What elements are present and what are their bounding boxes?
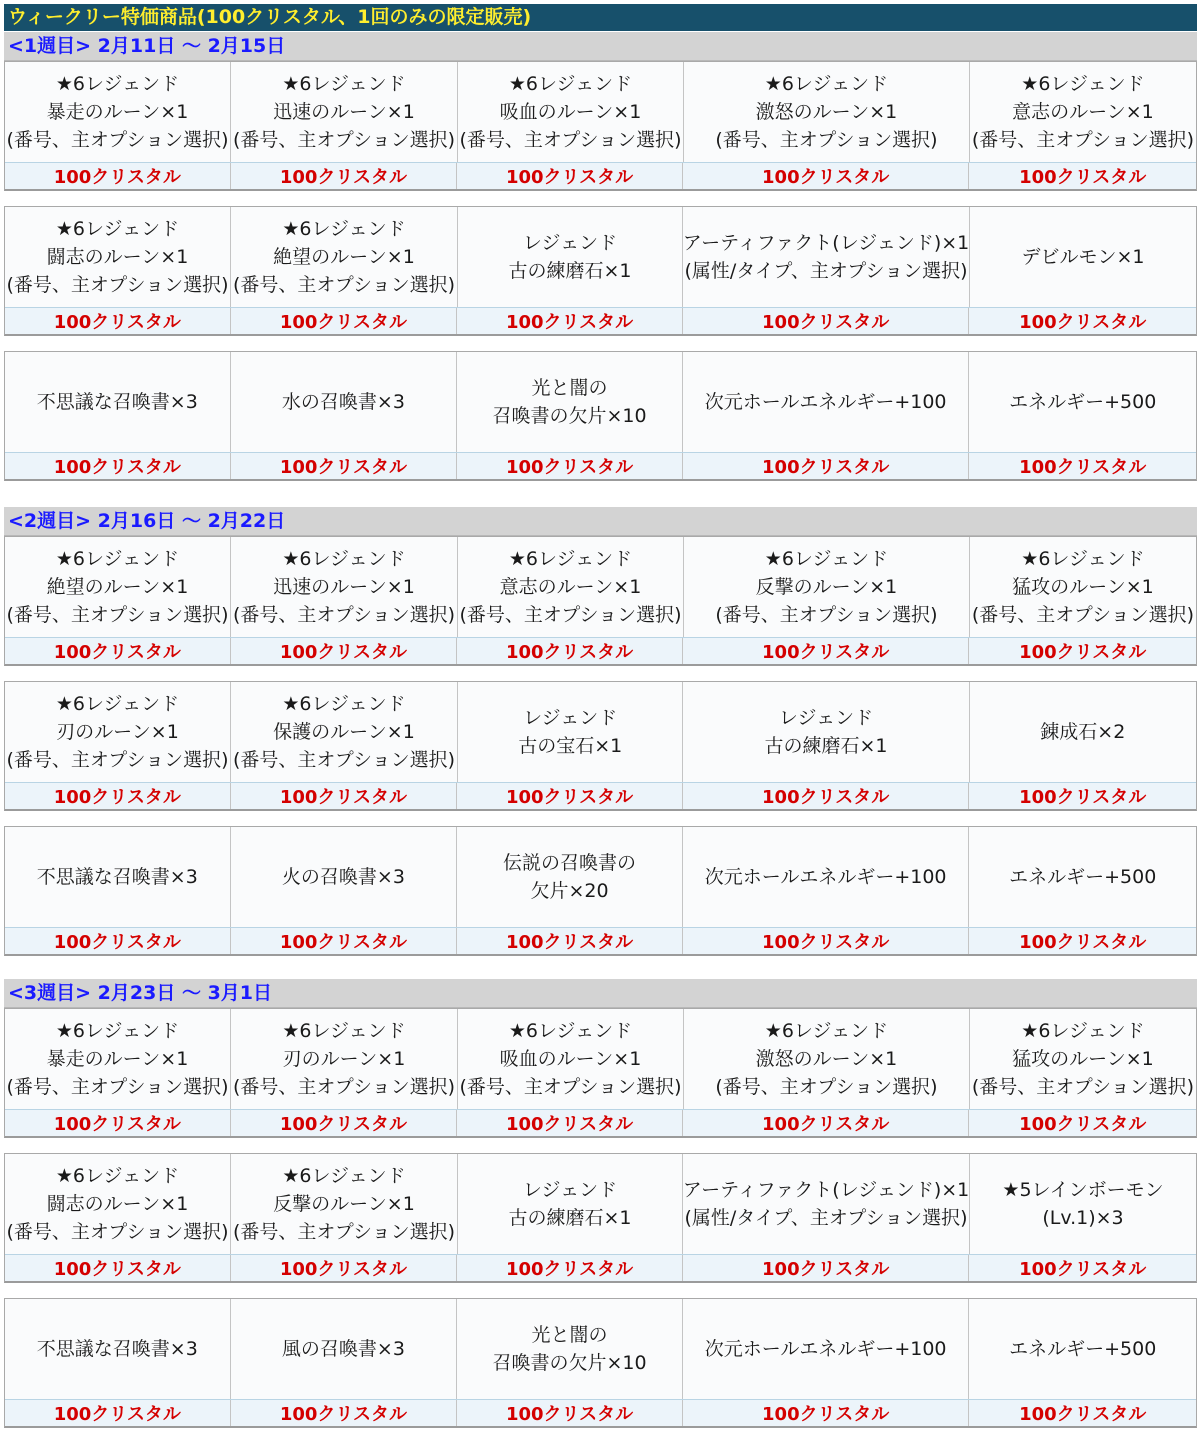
- item-text: エネルギー+500: [1009, 1338, 1157, 1360]
- item-cell: [683, 352, 970, 452]
- offer-block: [4, 536, 1197, 666]
- price-label: 100クリスタル: [231, 783, 458, 809]
- item-text: 激怒のルーン×1: [755, 1048, 898, 1070]
- price-label: 100クリスタル: [457, 308, 683, 334]
- item-text: (番号、主オプション選択): [971, 129, 1194, 151]
- price-row: [5, 452, 1196, 479]
- item-text: 風の召喚書×3: [281, 1338, 405, 1360]
- price-label: 100クリスタル: [683, 308, 970, 334]
- item-text: 暴走のルーン×1: [46, 101, 189, 123]
- item-text: ★6レジェンド: [282, 548, 406, 570]
- item-row: [5, 1009, 1196, 1109]
- item-text: ★6レジェンド: [55, 1165, 180, 1187]
- item-text: 反撃のルーン×1: [755, 576, 898, 598]
- item-text: (番号、主オプション選択): [232, 274, 456, 296]
- item-row: [5, 1299, 1196, 1399]
- item-cell: [231, 1154, 458, 1254]
- price-row: [5, 307, 1196, 334]
- item-text: ★6レジェンド: [282, 1165, 406, 1187]
- item-text: 不思議な召喚書×3: [36, 866, 198, 888]
- item-text: ★5レインボーモン: [1002, 1179, 1164, 1201]
- week-header: <2週目> 2月16日 ～ 2月22日: [4, 507, 1197, 536]
- offer-block: [4, 61, 1197, 191]
- price-label: 100クリスタル: [231, 928, 458, 954]
- price-label: 100クリスタル: [683, 1255, 970, 1281]
- item-cell: [231, 62, 458, 162]
- item-row: [5, 352, 1196, 452]
- week-section: [4, 32, 1197, 496]
- offer-block: [4, 1298, 1197, 1428]
- item-text: ★6レジェンド: [55, 1020, 180, 1042]
- offer-block: [4, 1153, 1197, 1283]
- item-text: ★6レジェンド: [764, 73, 889, 95]
- item-text: 刃のルーン×1: [282, 1048, 406, 1070]
- item-text: 刃のルーン×1: [56, 721, 179, 743]
- item-text: 不思議な召喚書×3: [36, 1338, 198, 1360]
- item-cell: [458, 682, 683, 782]
- offer-block: [4, 826, 1197, 956]
- item-text: (番号、主オプション選択): [6, 1076, 229, 1098]
- item-text: ★6レジェンド: [1021, 73, 1145, 95]
- item-text: ★6レジェンド: [1021, 548, 1145, 570]
- item-cell: [231, 827, 458, 927]
- offer-block: [4, 681, 1197, 811]
- item-text: 古の練磨石×1: [764, 735, 888, 757]
- price-label: 100クリスタル: [683, 1400, 970, 1426]
- price-label: 100クリスタル: [5, 163, 231, 189]
- price-label: 100クリスタル: [231, 308, 458, 334]
- price-label: 100クリスタル: [231, 1400, 458, 1426]
- price-label: 100クリスタル: [457, 638, 683, 664]
- item-cell: [970, 62, 1196, 162]
- item-row: [5, 1154, 1196, 1254]
- item-text: 召喚書の欠片×10: [492, 1352, 647, 1374]
- price-label: 100クリスタル: [1019, 1404, 1147, 1425]
- price-label: 100クリスタル: [231, 453, 458, 479]
- item-text: 吸血のルーン×1: [499, 101, 642, 123]
- item-text: ★6レジェンド: [764, 548, 889, 570]
- item-text: エネルギー+500: [1009, 391, 1157, 413]
- item-cell: [969, 1299, 1196, 1399]
- item-text: ★6レジェンド: [1021, 1020, 1145, 1042]
- price-label: 100クリスタル: [457, 783, 683, 809]
- price-label: 100クリスタル: [5, 928, 231, 954]
- item-text: アーティファクト(レジェンド)×1: [682, 1179, 970, 1201]
- price-label: 100クリスタル: [683, 1110, 970, 1136]
- item-text: 絶望のルーン×1: [46, 576, 189, 598]
- item-text: ★6レジェンド: [282, 73, 406, 95]
- item-text: (番号、主オプション選択): [971, 1076, 1194, 1098]
- item-cell: [231, 537, 458, 637]
- item-text: ★6レジェンド: [282, 218, 406, 240]
- item-cell: [684, 1009, 970, 1109]
- item-cell: [969, 827, 1196, 927]
- offer-block: [4, 1008, 1197, 1138]
- item-text: レジェンド: [522, 232, 618, 254]
- item-cell: [458, 207, 683, 307]
- item-text: (番号、主オプション選択): [232, 604, 456, 626]
- item-text: (番号、主オプション選択): [6, 129, 229, 151]
- item-text: レジェンド: [778, 707, 874, 729]
- item-text: エネルギー+500: [1009, 866, 1157, 888]
- item-text: (番号、主オプション選択): [232, 1221, 456, 1243]
- price-label: 100クリスタル: [457, 1255, 683, 1281]
- price-label: 100クリスタル: [683, 638, 970, 664]
- item-text: 錬成石×2: [1040, 721, 1126, 743]
- item-cell: [5, 207, 231, 307]
- item-text: 闘志のルーン×1: [46, 1193, 189, 1215]
- item-text: 迅速のルーン×1: [273, 576, 415, 598]
- item-text: 暴走のルーン×1: [46, 1048, 189, 1070]
- item-cell: [969, 352, 1196, 452]
- item-text: レジェンド: [522, 1179, 618, 1201]
- item-cell: [458, 1009, 684, 1109]
- item-cell: [5, 827, 231, 927]
- item-text: 古の練磨石×1: [508, 260, 632, 282]
- item-cell: [5, 1154, 231, 1254]
- item-cell: [231, 1299, 458, 1399]
- item-text: 欠片×20: [530, 880, 609, 902]
- item-text: 吸血のルーン×1: [499, 1048, 642, 1070]
- item-cell: [5, 682, 231, 782]
- item-cell: [457, 827, 683, 927]
- item-text: アーティファクト(レジェンド)×1: [682, 232, 970, 254]
- item-text: ★6レジェンド: [55, 693, 180, 715]
- price-label: 100クリスタル: [231, 163, 458, 189]
- price-label: 100クリスタル: [231, 1255, 458, 1281]
- item-text: (番号、主オプション選択): [6, 749, 229, 771]
- item-cell: [683, 682, 969, 782]
- price-label: 100クリスタル: [231, 638, 458, 664]
- price-row: [5, 1399, 1196, 1426]
- item-cell: [458, 537, 684, 637]
- item-text: 次元ホールエネルギー+100: [704, 391, 947, 413]
- price-label: 100クリスタル: [457, 163, 683, 189]
- offer-block: [4, 206, 1197, 336]
- item-text: 次元ホールエネルギー+100: [704, 1338, 947, 1360]
- item-text: 召喚書の欠片×10: [492, 405, 647, 427]
- item-cell: [231, 352, 458, 452]
- price-row: [5, 162, 1196, 189]
- item-text: (番号、主オプション選択): [6, 604, 229, 626]
- item-cell: [683, 827, 970, 927]
- item-text: 闘志のルーン×1: [46, 246, 189, 268]
- item-text: (番号、主オプション選択): [232, 1076, 456, 1098]
- item-text: 意志のルーン×1: [499, 576, 642, 598]
- item-text: 絶望のルーン×1: [273, 246, 415, 268]
- week-header: <3週目> 2月23日 ～ 3月1日: [4, 979, 1197, 1008]
- price-label: 100クリスタル: [231, 1110, 458, 1136]
- item-text: 不思議な召喚書×3: [36, 391, 198, 413]
- price-row: [5, 1109, 1196, 1136]
- price-row: [5, 927, 1196, 954]
- item-cell: [970, 1154, 1196, 1254]
- item-cell: [231, 1009, 458, 1109]
- item-cell: [458, 62, 684, 162]
- price-label: 100クリスタル: [5, 453, 231, 479]
- item-cell: [5, 1009, 231, 1109]
- item-text: 古の練磨石×1: [508, 1207, 632, 1229]
- item-text: ★6レジェンド: [55, 73, 180, 95]
- item-cell: [684, 537, 970, 637]
- week-section: [4, 507, 1197, 971]
- item-text: 次元ホールエネルギー+100: [704, 866, 947, 888]
- item-cell: [683, 1299, 970, 1399]
- item-text: 保護のルーン×1: [273, 721, 415, 743]
- item-cell: [683, 207, 970, 307]
- week-section: [4, 979, 1197, 1443]
- item-cell: [231, 682, 458, 782]
- item-row: [5, 207, 1196, 307]
- item-text: (番号、主オプション選択): [459, 1076, 682, 1098]
- price-label: 100クリスタル: [457, 1400, 683, 1426]
- item-row: [5, 827, 1196, 927]
- item-text: (Lv.1)×3: [1042, 1207, 1124, 1229]
- price-label: 100クリスタル: [5, 638, 231, 664]
- item-row: [5, 537, 1196, 637]
- item-text: ★6レジェンド: [764, 1020, 889, 1042]
- item-cell: [5, 537, 231, 637]
- item-text: 光と闇の: [531, 377, 608, 399]
- price-label: 100クリスタル: [457, 928, 683, 954]
- item-text: (番号、主オプション選択): [459, 129, 682, 151]
- item-text: ★6レジェンド: [55, 218, 180, 240]
- item-text: (属性/タイプ、主オプション選択): [684, 260, 968, 282]
- item-text: 激怒のルーン×1: [755, 101, 898, 123]
- price-label: 100クリスタル: [1019, 1114, 1147, 1135]
- page-title: ウィークリー特価商品(100クリスタル、1回のみの限定販売): [4, 4, 1197, 31]
- week-header: <1週目> 2月11日 ～ 2月15日: [4, 32, 1197, 61]
- item-text: 古の宝石×1: [518, 735, 623, 757]
- price-label: 100クリスタル: [1019, 167, 1147, 188]
- item-text: 反撃のルーン×1: [273, 1193, 415, 1215]
- item-row: [5, 682, 1196, 782]
- price-row: [5, 782, 1196, 809]
- price-label: 100クリスタル: [683, 163, 970, 189]
- item-text: 猛攻のルーン×1: [1012, 1048, 1154, 1070]
- price-label: 100クリスタル: [457, 453, 683, 479]
- price-label: 100クリスタル: [5, 1255, 231, 1281]
- item-cell: [970, 682, 1196, 782]
- item-text: 迅速のルーン×1: [273, 101, 415, 123]
- item-text: (属性/タイプ、主オプション選択): [684, 1207, 968, 1229]
- item-cell: [683, 1154, 970, 1254]
- item-text: 光と闇の: [531, 1324, 608, 1346]
- item-cell: [970, 207, 1196, 307]
- price-label: 100クリスタル: [1019, 787, 1147, 808]
- price-label: 100クリスタル: [5, 1400, 231, 1426]
- item-cell: [458, 1154, 683, 1254]
- item-text: (番号、主オプション選択): [6, 1221, 229, 1243]
- item-text: 猛攻のルーン×1: [1012, 576, 1154, 598]
- item-cell: [231, 207, 458, 307]
- item-text: デビルモン×1: [1021, 246, 1145, 268]
- price-label: 100クリスタル: [1019, 312, 1147, 333]
- item-text: ★6レジェンド: [282, 1020, 406, 1042]
- item-text: 伝説の召喚書の: [503, 852, 637, 874]
- item-cell: [457, 1299, 683, 1399]
- price-label: 100クリスタル: [1019, 1259, 1147, 1280]
- price-label: 100クリスタル: [1019, 457, 1147, 478]
- price-label: 100クリスタル: [683, 453, 970, 479]
- price-row: [5, 637, 1196, 664]
- item-text: レジェンド: [523, 707, 618, 729]
- item-row: [5, 62, 1196, 162]
- price-label: 100クリスタル: [5, 1110, 231, 1136]
- item-cell: [457, 352, 683, 452]
- item-text: (番号、主オプション選択): [232, 749, 456, 771]
- price-row: [5, 1254, 1196, 1281]
- item-text: (番号、主オプション選択): [971, 604, 1194, 626]
- item-text: ★6レジェンド: [508, 548, 633, 570]
- item-text: 火の召喚書×3: [281, 866, 405, 888]
- price-label: 100クリスタル: [457, 1110, 683, 1136]
- item-text: (番号、主オプション選択): [715, 1076, 938, 1098]
- item-cell: [970, 1009, 1196, 1109]
- price-label: 100クリスタル: [5, 783, 231, 809]
- price-label: 100クリスタル: [1019, 642, 1147, 663]
- price-label: 100クリスタル: [5, 308, 231, 334]
- item-text: (番号、主オプション選択): [715, 604, 938, 626]
- item-cell: [684, 62, 970, 162]
- item-cell: [5, 352, 231, 452]
- item-text: 水の召喚書×3: [281, 391, 405, 413]
- price-label: 100クリスタル: [683, 928, 970, 954]
- item-text: (番号、主オプション選択): [715, 129, 938, 151]
- price-label: 100クリスタル: [683, 783, 970, 809]
- item-cell: [970, 537, 1196, 637]
- item-text: (番号、主オプション選択): [232, 129, 456, 151]
- item-cell: [5, 1299, 231, 1399]
- price-label: 100クリスタル: [1019, 932, 1147, 953]
- item-text: (番号、主オプション選択): [6, 274, 229, 296]
- item-text: (番号、主オプション選択): [459, 604, 682, 626]
- item-cell: [5, 62, 231, 162]
- item-text: 意志のルーン×1: [1012, 101, 1154, 123]
- item-text: ★6レジェンド: [508, 1020, 633, 1042]
- item-text: ★6レジェンド: [282, 693, 406, 715]
- item-text: ★6レジェンド: [55, 548, 180, 570]
- offer-block: [4, 351, 1197, 481]
- item-text: ★6レジェンド: [508, 73, 633, 95]
